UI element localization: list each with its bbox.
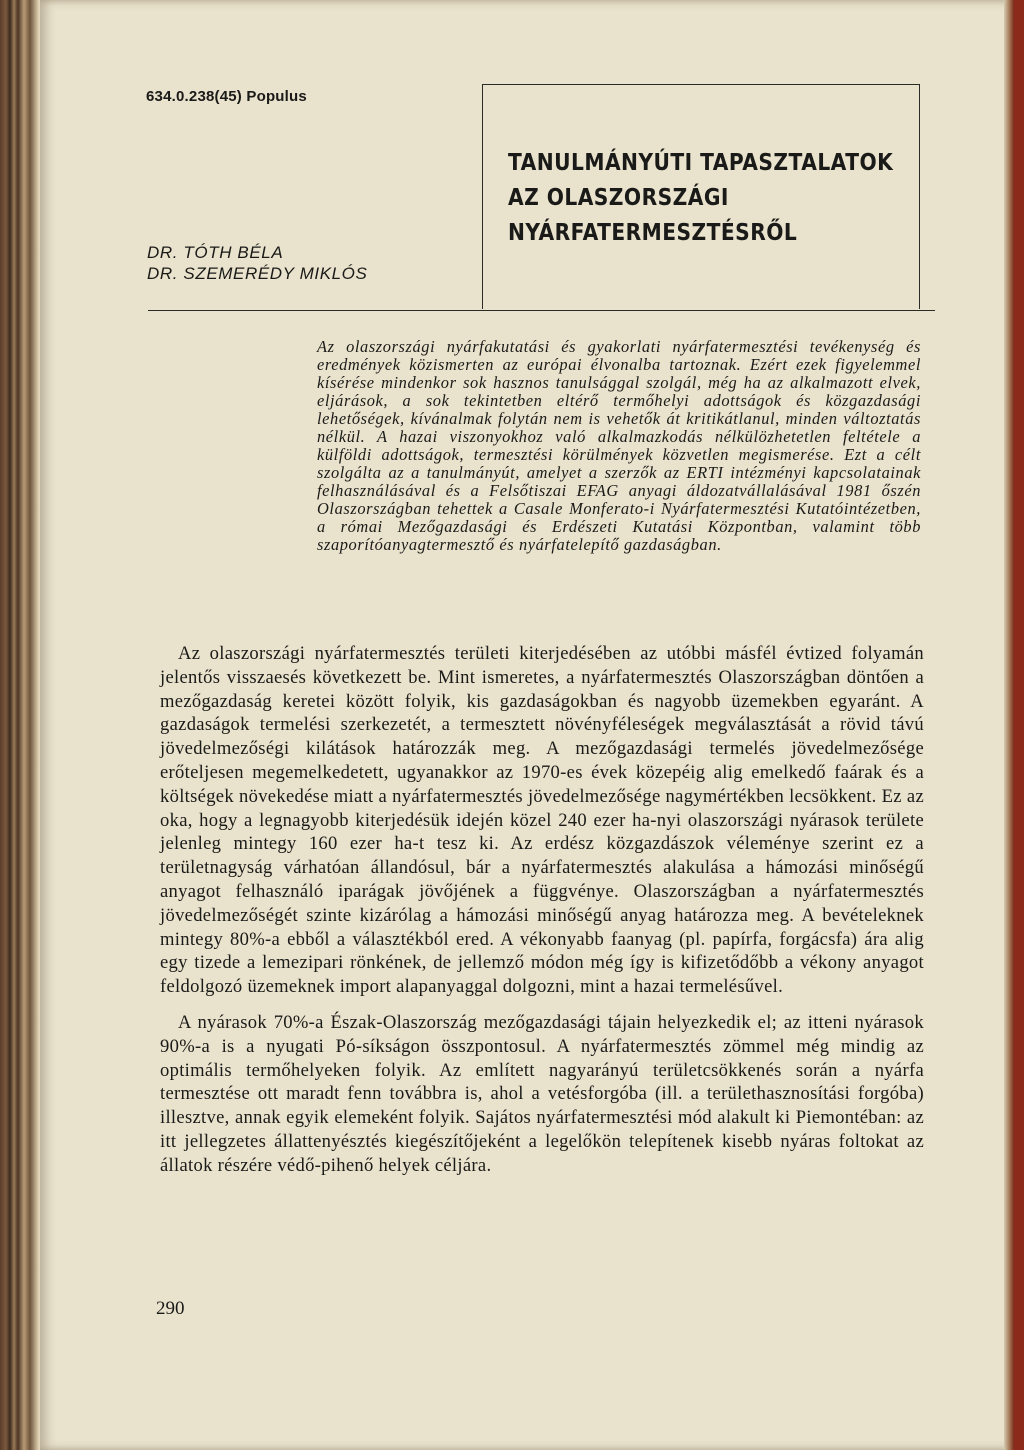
article-title [508,146,894,251]
title-line: TANULMÁNYÚTI TAPASZTALATOK [508,150,894,176]
title-line: NYÁRFATERMESZTÉSRŐL [508,220,798,246]
page-edge [1004,0,1014,1450]
abstract: Az olaszországi nyárfakutatási és gyakorlati nyárfatermesztési tevékenység és eredmények közismerten az európai élvonalba tartoznak. Ezért ezek figyelemmel kísérése mindenkor sok hasznos tanulsággal szolgál, még ha az alkalmazott elvek, eljárások, a sok tekintetben eltérő termőhelyi adottságok és közgazdasági lehetőségek, kívánalmak folytán nem is vehetők át kritikátlanul, minden változtatás nélkül. A hazai viszonyokhoz való alkalmazkodás nélkülözhetetlen feltétele a külföldi adottságok, termesztési körülmények közvetlen megismerése. Ezt a célt szolgálta az a tanulmányút, amelyet a szerzők az ERTI intézményi kapcsolatainak felhasználásával és a Felsőtiszai EFAG anyagi áldozatvállalásával 1981 őszén Olaszországban tehettek a Casale Monferato-i Nyárfatermesztési Kutatóintézetben, a római Mezőgazdasági és Erdészeti Kutatási Központban, valamint több szaporítóanyagtermesztő és nyárfatelepítő gazdaságban. [317,337,921,554]
book-binding [0,0,40,1450]
body-paragraph: A nyárasok 70%-a Észak-Olaszország mezőgazdasági tájain helyezkedik el; az itteni nyárasok 90%-a is a nyugati Pó-síkságon összpontosul. A nyárfatermesztés zömmel még mindig az optimális termőhelyeken folyik. Az említett nagyarányú területcsökkenés során a nyárfa termesztése ott maradt fenn továbbra is, ahol a vetésforgóba (ill. a területhasznosítási forgóba) illesztve, annak egyik elemeként folyik. Sajátos nyárfatermesztési mód alakult ki Piemontéban: az itt jellegzetes állattenyésztés kiegészítőjeként a legelőkön telepítenek kisebb nyáras foltokat az állatok részére védő-pihenő helyek céljára. [160,1011,924,1176]
author-name: DR. SZEMERÉDY MIKLÓS [147,264,368,283]
title-line: AZ OLASZORSZÁGI [508,185,729,211]
body-paragraph: Az olaszországi nyárfatermesztés területi kiterjedésében az utóbbi másfél évtized folyamán jelentős visszaesés következett be. Mint ismeretes, a nyárfatermesztés Olaszországban döntően a mezőgazdaság keretei között folyik, kis gazdaságokban és nagyobb üzemekben egyaránt. A gazdaságok termelési szerkezetét, a termesztett növényféleségek megválasztását a rövid távú jövedelmezőségi kilátások határozzák meg. A mezőgazdasági termelés jövedelmezősége erőteljesen megemelkedetett, ugyanakkor az 1970-es évek közepéig alig emelkedő faárak és a költségek növekedése miatt a nyárfatermesztés jövedelmezősége nagymértékben lecsökkent. Ez az oka, hogy a legnagyobb kiterjedésük idején közel 240 ezer ha-nyi olaszországi nyárasok területe jelenleg mintegy 160 ezer ha-t tesz ki. Az erdész közgazdászok véleménye szerint ez a területnagyság várhatóan állandósul, bár a nyárfatermesztés alakulása a hámozási minőségű anyagot felhasználó iparágak jövőjének a függvénye. Olaszországban a nyárfatermesztés jövedelmezőségét szinte kizárólag a hámozási minőségű anyag határozza meg. A bevételeknek mintegy 80%-a ebből a választékból ered. A vékonyabb faanyag (pl. papírfa, forgácsfa) ára alig egy tizede a lemezipari rönkének, de jellemző módon még így is kifizetődőbb a vékony anyagot feldolgozó üzemeknek import alapanyaggal dolgozni, mint a hazai termelésűvel. [160,643,924,998]
authors [147,242,367,284]
classification-code: 634.0.238(45) Populus [146,88,307,105]
author-name: DR. TÓTH BÉLA [147,243,284,262]
page-number: 290 [156,1298,185,1319]
article-body [160,642,924,1178]
header-rule [148,310,935,311]
